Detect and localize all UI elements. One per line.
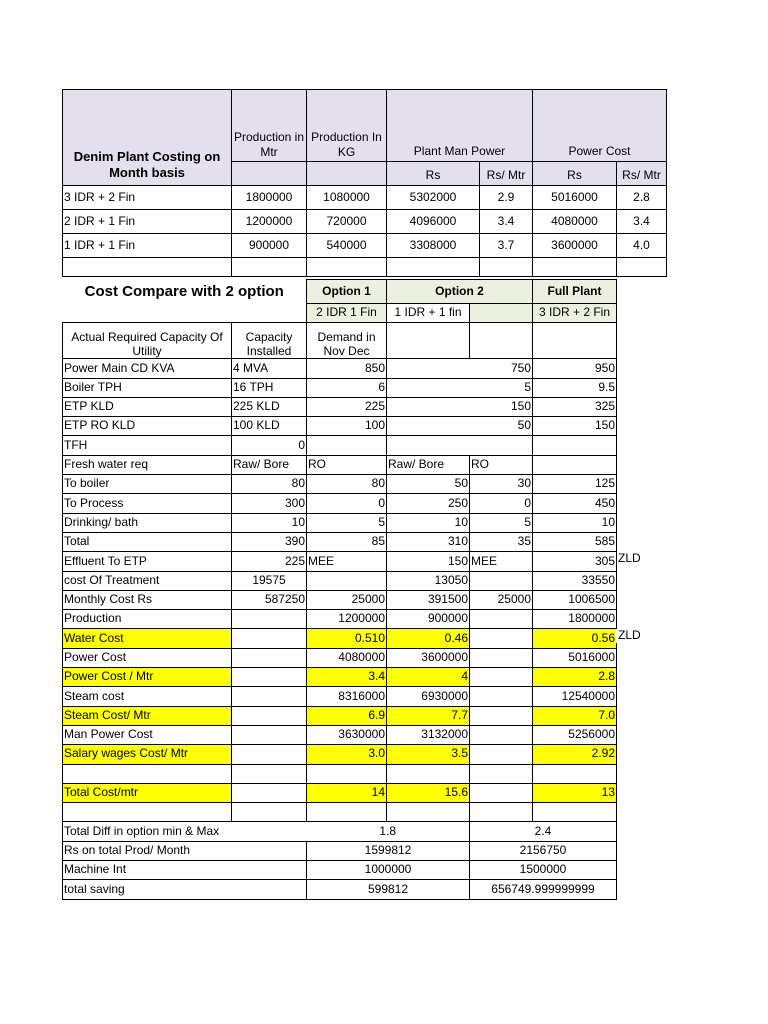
cell	[232, 687, 307, 706]
row-label: To Process	[63, 494, 232, 513]
cell	[533, 455, 617, 474]
cell: Raw/ Bore	[232, 455, 307, 474]
option2-header: Option 2	[387, 280, 533, 304]
cell: 150	[533, 417, 617, 436]
table-row	[63, 706, 617, 725]
cell	[307, 436, 387, 455]
header-man-power: Plant Man Power	[387, 90, 533, 162]
table-row	[63, 610, 617, 629]
zld-note: ZLD	[618, 628, 641, 643]
table-row	[63, 378, 617, 397]
capacity-installed-label: Capacity Installed	[232, 323, 307, 359]
row-label: Steam Cost/ Mtr	[63, 706, 232, 725]
cell: 4080000	[533, 210, 617, 234]
cell: 150	[387, 397, 533, 416]
cell	[470, 571, 533, 590]
table-row	[63, 359, 617, 378]
cell	[232, 706, 307, 725]
row-label: Rs on total Prod/ Month	[63, 841, 307, 860]
cell: MEE	[307, 552, 387, 571]
cell: 2.4	[470, 822, 617, 841]
cell	[387, 436, 533, 455]
cell: 5	[387, 378, 533, 397]
row-label: Production	[63, 610, 232, 629]
cell-value: 0.56	[591, 630, 615, 645]
option1-header: Option 1	[307, 280, 387, 304]
header-blank	[232, 162, 307, 186]
cell: 16 TPH	[232, 378, 307, 397]
cell: 1599812	[307, 841, 470, 860]
table-row	[63, 841, 617, 860]
cell: 10	[387, 513, 470, 532]
cell: 325	[533, 397, 617, 416]
cell	[307, 764, 387, 783]
header-pc-rs: Rs	[533, 162, 617, 186]
cell: 1.8	[307, 822, 470, 841]
table-row	[63, 455, 617, 474]
cell	[307, 571, 387, 590]
demand-label: Demand in Nov Dec	[307, 323, 387, 359]
cell: 750	[387, 359, 533, 378]
cell: 9.5	[533, 378, 617, 397]
cell: 6.9	[307, 706, 387, 725]
row-label: Steam cost	[63, 687, 232, 706]
row-label: ETP RO KLD	[63, 417, 232, 436]
row-label: Total Cost/mtr	[63, 783, 232, 802]
cell: 3.7	[480, 234, 533, 258]
cell: 19575	[232, 571, 307, 590]
cell: 100	[307, 417, 387, 436]
cell: 310	[387, 532, 470, 551]
cell: 2.9	[480, 186, 533, 210]
costing-title: Denim Plant Costing on Month basis	[63, 90, 232, 186]
cell: 4096000	[387, 210, 480, 234]
cell	[387, 764, 470, 783]
cell: 35	[470, 532, 533, 551]
table-row	[63, 880, 617, 899]
row-label: Man Power Cost	[63, 725, 232, 744]
cell: 5	[307, 513, 387, 532]
cell	[470, 745, 533, 764]
header-mp-rs-mtr: Rs/ Mtr	[480, 162, 533, 186]
row-label: 2 IDR + 1 Fin	[63, 210, 232, 234]
cell: 225	[232, 552, 307, 571]
cell: 80	[232, 475, 307, 494]
cell: 4080000	[307, 648, 387, 667]
cell: 587250	[232, 590, 307, 609]
cell: 30	[470, 475, 533, 494]
cell: 950	[533, 359, 617, 378]
cell: 100 KLD	[232, 417, 307, 436]
cell: 7.7	[387, 706, 470, 725]
full-plant-sub: 3 IDR + 2 Fin	[533, 304, 617, 323]
cell: 3600000	[533, 234, 617, 258]
table-row	[63, 822, 617, 841]
cell: 1500000	[470, 861, 617, 880]
cell	[470, 323, 533, 359]
cell	[232, 610, 307, 629]
cell: 1800000	[232, 186, 307, 210]
cell	[480, 258, 533, 277]
cell	[63, 803, 232, 822]
header-pc-rs-mtr: Rs/ Mtr	[617, 162, 667, 186]
table-row	[63, 861, 617, 880]
cell: 599812	[307, 880, 470, 899]
cell: 50	[387, 417, 533, 436]
row-label: To boiler	[63, 475, 232, 494]
cell: 5256000	[533, 725, 617, 744]
cell: RO	[307, 455, 387, 474]
cell: 125	[533, 475, 617, 494]
cell	[470, 610, 533, 629]
cell: 250	[387, 494, 470, 513]
cell	[232, 668, 307, 687]
row-label: Total Diff in option min & Max	[63, 822, 307, 841]
cell	[470, 706, 533, 725]
cell: 2.8	[617, 186, 667, 210]
table-row	[63, 186, 667, 210]
cell: 225	[307, 397, 387, 416]
cell: 0.46	[387, 629, 470, 648]
cell: 4	[387, 668, 470, 687]
row-label: Drinking/ bath	[63, 513, 232, 532]
cell: 2156750	[470, 841, 617, 860]
cell	[63, 304, 232, 323]
cell: 5302000	[387, 186, 480, 210]
header-production-mtr: Production in Mtr	[232, 90, 307, 162]
cell	[470, 803, 533, 822]
cell	[470, 764, 533, 783]
cell	[232, 803, 307, 822]
cell: 5016000	[533, 186, 617, 210]
header-production-kg: Production In KG	[307, 90, 387, 162]
table-row	[63, 552, 617, 571]
cell: 390	[232, 532, 307, 551]
row-label: 1 IDR + 1 Fin	[63, 234, 232, 258]
cell: 1200000	[232, 210, 307, 234]
table-row	[63, 475, 617, 494]
cell: 900000	[387, 610, 470, 629]
table-row	[63, 668, 617, 687]
cell	[307, 803, 387, 822]
cell: 10	[232, 513, 307, 532]
table-row	[63, 532, 617, 551]
cell	[470, 648, 533, 667]
cell: 540000	[307, 234, 387, 258]
cell: 25000	[307, 590, 387, 609]
cell: 1800000	[533, 610, 617, 629]
header-power-cost: Power Cost	[533, 90, 667, 162]
table-row	[63, 210, 667, 234]
cell	[63, 764, 232, 783]
cell: 7.0	[533, 706, 617, 725]
cell	[232, 783, 307, 802]
cell: 2.8	[533, 668, 617, 687]
cell: 0	[307, 494, 387, 513]
cell: 150	[387, 552, 470, 571]
table-row	[63, 590, 617, 609]
cell: RO	[470, 455, 533, 474]
cell: 585	[533, 532, 617, 551]
cell	[387, 323, 470, 359]
cell	[533, 764, 617, 783]
cell: 3630000	[307, 725, 387, 744]
table-row	[63, 725, 617, 744]
row-label: TFH	[63, 436, 232, 455]
cell	[533, 323, 617, 359]
cell: 6930000	[387, 687, 470, 706]
cell	[533, 436, 617, 455]
cell: 3.4	[480, 210, 533, 234]
cell: 450	[533, 494, 617, 513]
row-label: Machine Int	[63, 861, 307, 880]
header-blank	[307, 162, 387, 186]
row-label: cost Of Treatment	[63, 571, 232, 590]
row-label: Power Cost / Mtr	[63, 668, 232, 687]
row-label: Monthly Cost Rs	[63, 590, 232, 609]
cell: 391500	[387, 590, 470, 609]
cell	[232, 725, 307, 744]
table-row	[63, 571, 617, 590]
cell: Raw/ Bore	[387, 455, 470, 474]
cell: 3.4	[307, 668, 387, 687]
cell: 50	[387, 475, 470, 494]
cell	[533, 803, 617, 822]
row-label: Salary wages Cost/ Mtr	[63, 745, 232, 764]
cell: 1200000	[307, 610, 387, 629]
header-mp-rs: Rs	[387, 162, 480, 186]
cell: 8316000	[307, 687, 387, 706]
plant-costing-table	[62, 89, 667, 277]
cell: 225 KLD	[232, 397, 307, 416]
cell	[533, 628, 641, 648]
option2-sub: 1 IDR + 1 fin	[387, 304, 470, 323]
full-plant-header: Full Plant	[533, 280, 617, 304]
cell: 3308000	[387, 234, 480, 258]
cell	[470, 629, 533, 648]
row-label: 3 IDR + 2 Fin	[63, 186, 232, 210]
cell: 3600000	[387, 648, 470, 667]
cell	[232, 745, 307, 764]
cell: 15.6	[387, 783, 470, 802]
row-label: ETP KLD	[63, 397, 232, 416]
cell: 0.510	[307, 629, 387, 648]
cell: 656749.999999999	[470, 880, 617, 899]
cell-value: 305	[594, 553, 615, 568]
cell: 1006500	[533, 590, 617, 609]
cell: 3.4	[617, 210, 667, 234]
compare-title: Cost Compare with 2 option	[84, 282, 284, 300]
cell	[533, 258, 617, 277]
cell: 10	[533, 513, 617, 532]
cell: 5016000	[533, 648, 617, 667]
table-row	[63, 234, 667, 258]
cell: 4.0	[617, 234, 667, 258]
cell	[470, 783, 533, 802]
cell	[387, 258, 480, 277]
cell: 3.0	[307, 745, 387, 764]
table-row	[63, 436, 617, 455]
cell: 85	[307, 532, 387, 551]
table-row	[63, 783, 617, 802]
row-label: Boiler TPH	[63, 378, 232, 397]
cell	[470, 304, 533, 323]
cell	[232, 629, 307, 648]
cell: 720000	[307, 210, 387, 234]
cell: 3132000	[387, 725, 470, 744]
cell: 1080000	[307, 186, 387, 210]
cell	[232, 648, 307, 667]
cell: 4 MVA	[232, 359, 307, 378]
cell: 900000	[232, 234, 307, 258]
cell: 5	[470, 513, 533, 532]
cell	[232, 258, 307, 277]
cell: 33550	[533, 571, 617, 590]
row-label: Power Cost	[63, 648, 232, 667]
table-row	[63, 417, 617, 436]
table-row	[63, 513, 617, 532]
cell: 0	[470, 494, 533, 513]
cell	[307, 258, 387, 277]
cell: 13050	[387, 571, 470, 590]
cell: 14	[307, 783, 387, 802]
row-label: Effluent To ETP	[63, 552, 232, 571]
cell	[232, 764, 307, 783]
cell: 1000000	[307, 861, 470, 880]
cell	[470, 725, 533, 744]
cell: MEE	[470, 552, 533, 571]
table-row	[63, 397, 617, 416]
cell	[617, 258, 667, 277]
cell	[470, 687, 533, 706]
cost-compare-table	[62, 279, 641, 900]
row-label: total saving	[63, 880, 307, 899]
table-row	[63, 745, 617, 764]
cell	[533, 551, 641, 571]
actual-capacity-label: Actual Required Capacity Of Utility	[63, 323, 232, 359]
cell: 13	[533, 783, 617, 802]
table-row	[63, 629, 617, 648]
cell: 25000	[470, 590, 533, 609]
cell: 3.5	[387, 745, 470, 764]
table-row	[63, 494, 617, 513]
row-label: Total	[63, 532, 232, 551]
cell	[63, 258, 232, 277]
cell: 2.92	[533, 745, 617, 764]
cell: 12540000	[533, 687, 617, 706]
zld-note: ZLD	[618, 551, 641, 566]
cell: 0	[232, 436, 307, 455]
table-row	[63, 648, 617, 667]
row-label: Power Main CD KVA	[63, 359, 232, 378]
cell	[387, 803, 470, 822]
table-row	[63, 258, 667, 277]
option1-sub: 2 IDR 1 Fin	[307, 304, 387, 323]
table-row	[63, 687, 617, 706]
row-label: Water Cost	[63, 629, 232, 648]
cell: 80	[307, 475, 387, 494]
cell: 6	[307, 378, 387, 397]
cell	[232, 304, 307, 323]
cell	[470, 668, 533, 687]
table-row	[63, 764, 617, 783]
cell: 850	[307, 359, 387, 378]
cell: 300	[232, 494, 307, 513]
table-row	[63, 803, 617, 822]
row-label: Fresh water req	[63, 455, 232, 474]
